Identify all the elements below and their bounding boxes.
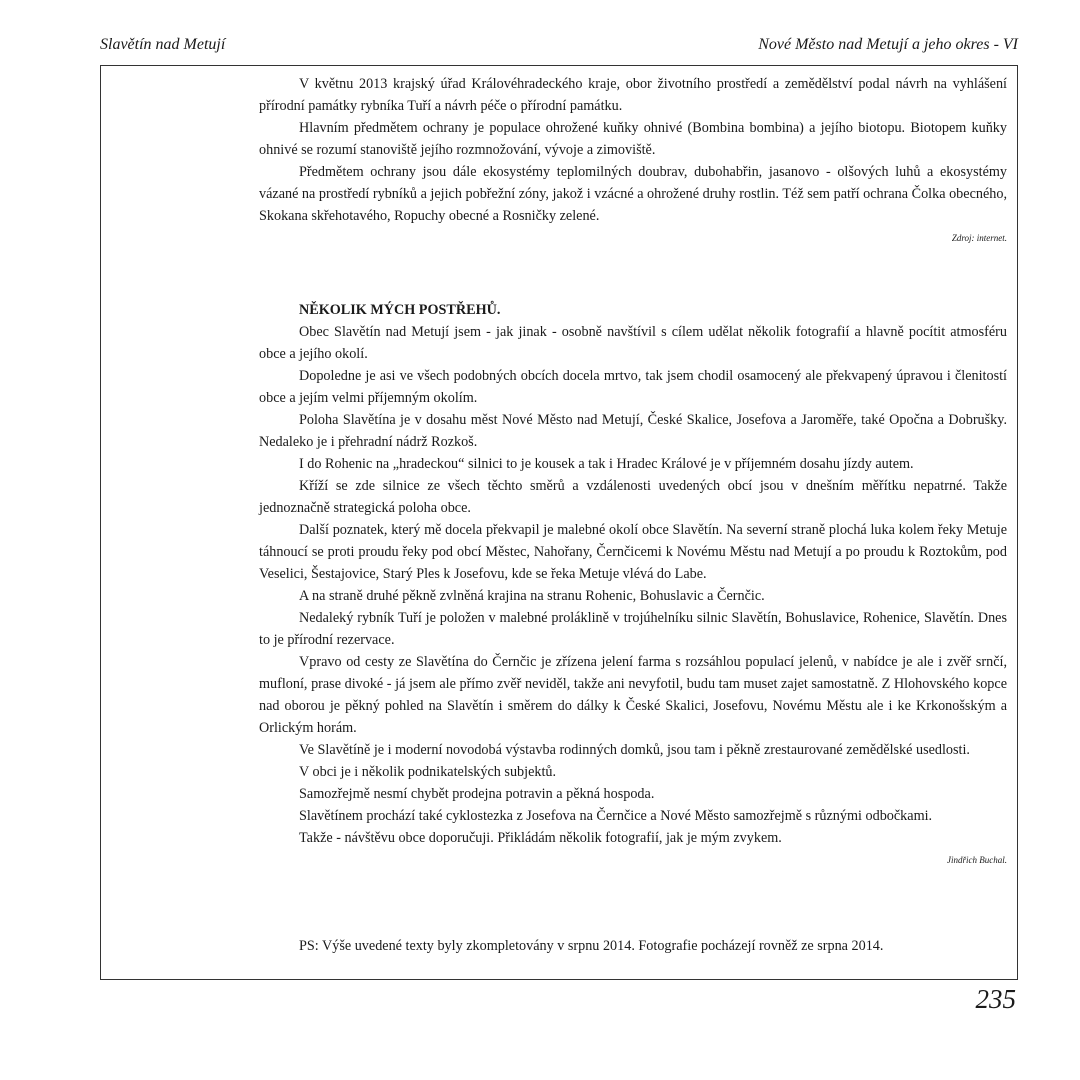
section-paragraph-3: Poloha Slavětína je v dosahu měst Nové Město nad Metují, České Skalice, Josefova a Jaroměře, také Opočna a Dobrušky. Nedaleko je i přehradní nádrž Rozkoš.	[259, 412, 1007, 450]
running-head-left: Slavětín nad Metují	[100, 36, 226, 53]
section-paragraph-4: I do Rohenic na „hradeckou“ silnici to je kousek a tak i Hradec Králové je v příjemném dosahu jízdy autem.	[299, 456, 914, 472]
source-note: Zdroj: internet.	[951, 233, 1007, 243]
section-paragraph-6: Další poznatek, který mě docela překvapil je malebné okolí obce Slavětín. Na severní straně plochá luka kolem řeky Metuje táhnoucí se proti proudu řeky pod obcí Městec, Nahořany, Černčicemi k Novému Městu nad Metují a po proudu k Roztokům, pod Veselici, Šestajovice, Starý Ples k Josefovu, kde se řeka Metuje vlévá do Labe.	[259, 522, 1007, 582]
intro-paragraph-2: Hlavním předmětem ochrany je populace ohrožené kuňky ohnivé (Bombina bombina) a jejího biotopu. Biotopem kuňky ohnivé se rozumí stanoviště jejího rozmnožování, vývoje a zimoviště.	[259, 120, 1007, 158]
section-paragraph-13: Slavětínem prochází také cyklostezka z Josefova na Černčice a Nové Město samozřejmě s různými odbočkami.	[299, 808, 933, 824]
article-body	[259, 73, 1007, 957]
postscript: PS: Výše uvedené texty byly zkompletovány v srpnu 2014. Fotografie pocházejí rovněž ze srpna 2014.	[299, 938, 884, 954]
section-paragraph-8: Nedaleký rybník Tuří je položen v malebné proláklině v trojúhelníku silnic Slavětín, Bohuslavice, Rohenice, Slavětín. Dnes to je přírodní rezervace.	[259, 610, 1007, 648]
section-title: NĚKOLIK MÝCH POSTŘEHŮ.	[299, 302, 501, 318]
section-paragraph-12: Samozřejmě nesmí chybět prodejna potravin a pěkná hospoda.	[299, 786, 655, 802]
intro-paragraph-3: Předmětem ochrany jsou dále ekosystémy teplomilných doubrav, dubohabřin, jasanovo - olšových luhů a ekosystémy vázané na prostředí rybníků a jejich pobřežní zóny, jakož i vzácné a ohrožené druhy rostlin. Též sem patří ochrana Čolka obecného, Skokana skřehotavého, Ropuchy obecné a Rosničky zelené.	[259, 164, 1007, 224]
content-frame	[100, 65, 1018, 980]
running-head	[100, 36, 1018, 60]
section-paragraph-2: Dopoledne je asi ve všech podobných obcích docela mrtvo, tak jsem chodil osamocený ale překvapený úpravou i členitostí obce a jejím velmi příjemným okolím.	[259, 368, 1007, 406]
section-paragraph-10: Ve Slavětíně je i moderní novodobá výstavba rodinných domků, jsou tam i pěkně zrestaurované zemědělské usedlosti.	[299, 742, 970, 758]
page-number: 235	[975, 984, 1016, 1014]
author-signature: Jindřich Buchal.	[947, 855, 1007, 865]
intro-paragraph-1: V květnu 2013 krajský úřad Královéhradeckého kraje, obor životního prostředí a zemědělství podal návrh na vyhlášení přírodní památky rybníka Tuří a návrh péče o přírodní památku.	[259, 76, 1007, 114]
section-paragraph-14: Takže - návštěvu obce doporučuji. Přikládám několik fotografií, jak je mým zvykem.	[299, 830, 782, 846]
section-paragraph-11: V obci je i několik podnikatelských subjektů.	[299, 764, 557, 780]
running-head-right: Nové Město nad Metují a jeho okres - VI	[758, 36, 1018, 53]
section-paragraph-5: Kříží se zde silnice ze všech těchto směrů a vzdálenosti uvedených obcí jsou v dnešním měřítku nepatrné. Takže jednoznačně strategická poloha obce.	[259, 478, 1007, 516]
section-paragraph-7: A na straně druhé pěkně zvlněná krajina na stranu Rohenic, Bohuslavic a Černčic.	[299, 588, 765, 604]
section-paragraph-9: Vpravo od cesty ze Slavětína do Černčic je zřízena jelení farma s rozsáhlou populací jelenů, v nabídce je ale i zvěř srnčí, mufloní, prase divoké - já jsem ale přímo zvěř neviděl, takže ani nevyfotil, budu tam muset zajet samostatně. Z Hlohovského kopce nad oborou je pěkný pohled na Slavětín i směrem do dálky k České Skalici, Josefovu, Novému Městu ale i ke Krkonošským a Orlickým horám.	[259, 654, 1007, 736]
section-paragraph-1: Obec Slavětín nad Metují jsem - jak jinak - osobně navštívil s cílem udělat několik fotografií a hlavně pocítit atmosféru obce a jejího okolí.	[259, 324, 1007, 362]
